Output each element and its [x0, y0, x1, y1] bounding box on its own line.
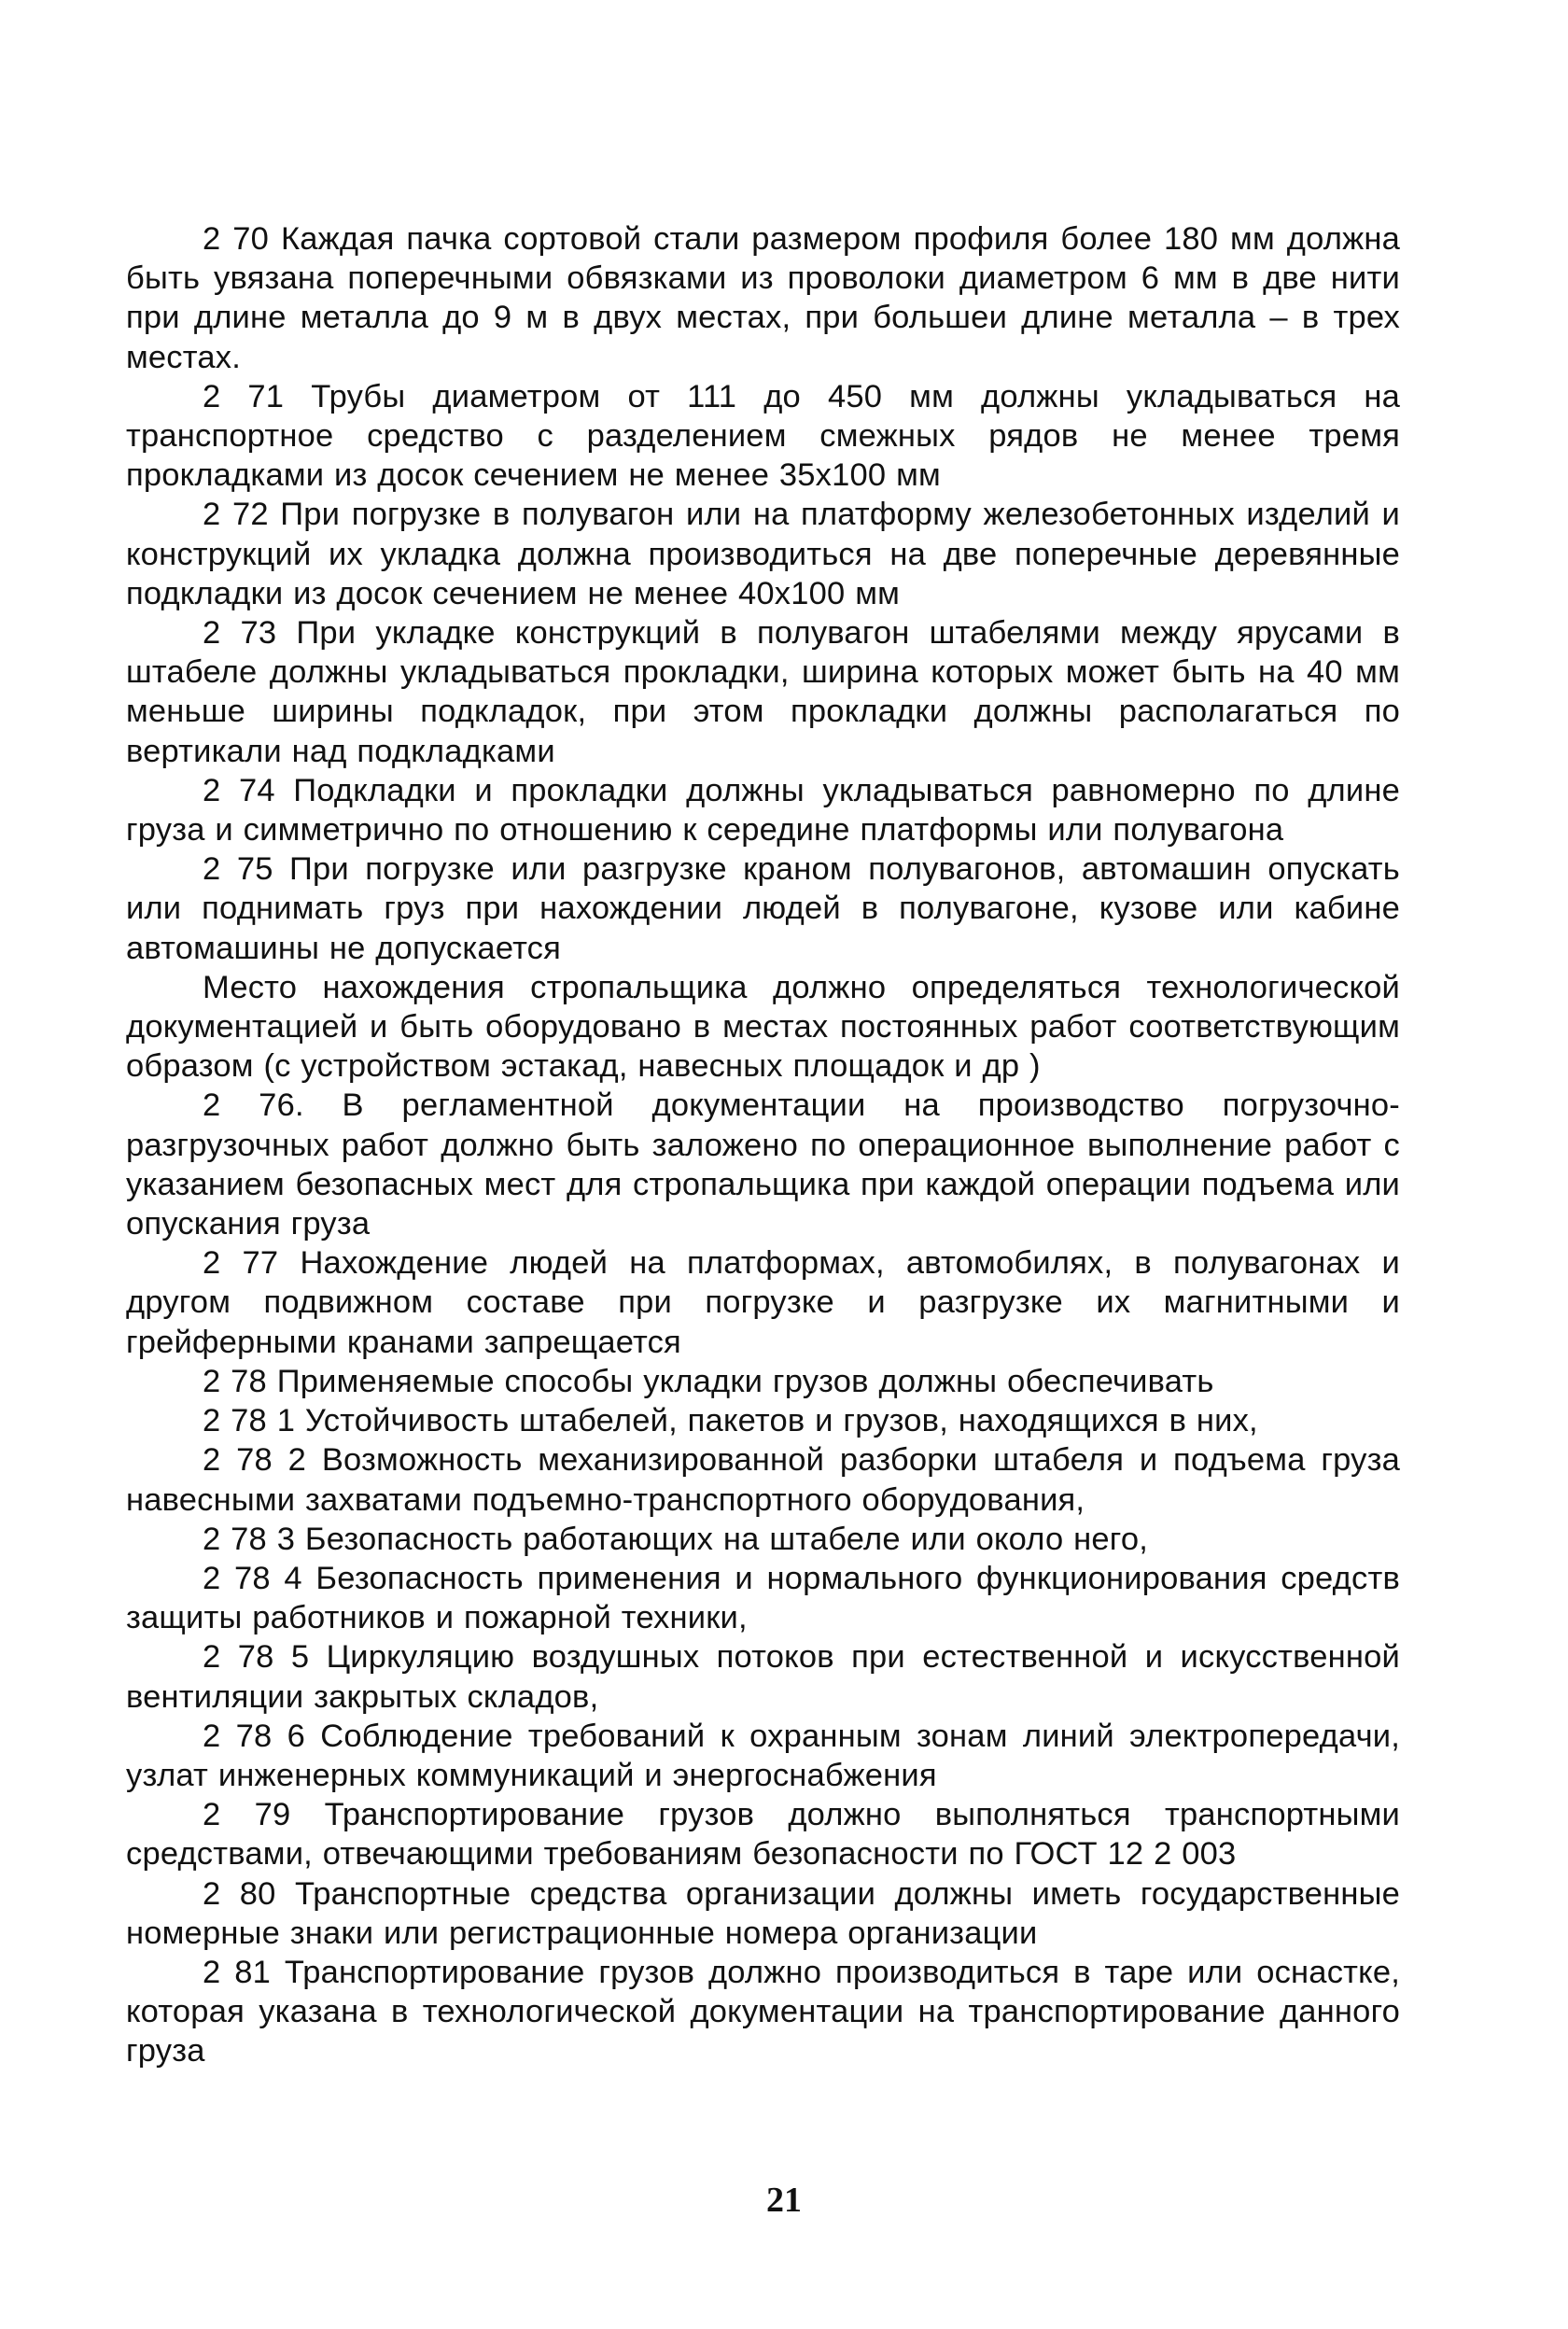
- paragraph-2-78-1: 2 78 1 Устойчивость штабелей, пакетов и грузов, находящихся в них,: [203, 1403, 1258, 1439]
- page-body: [126, 219, 1400, 2071]
- paragraph-2-77: 2 77 Нахождение людей на платформах, автомобилях, в полувагонах и другом подвижном составе при погрузке и разгрузке их магнитными и грейферными кранами запрещается: [126, 1245, 1400, 1360]
- paragraph-2-74: 2 74 Подкладки и прокладки должны укладываться равномерно по длине груза и симметрично по отношению к середине платформы или полувагона: [126, 772, 1400, 849]
- paragraph-2-81: 2 81 Транспортирование грузов должно производиться в таре или оснастке, которая указана в технологической документации на транспортирование данного груза: [126, 1954, 1400, 2069]
- paragraph-slinger-location: Место нахождения стропальщика должно определяться технологической документацией и быть оборудовано в местах постоянных работ соответствующим образом (с устройством эстакад, навесных площадок и др ): [126, 969, 1400, 1085]
- paragraph-2-75: 2 75 При погрузке или разгрузке краном полувагонов, автомашин опускать или поднимать груз при нахождении людей в полувагоне, кузове или кабине автомашины не допускается: [126, 851, 1400, 966]
- paragraph-2-78-4: 2 78 4 Безопасность применения и нормального функционирования средств защиты работников и пожарной техники,: [126, 1560, 1400, 1636]
- page-number: 21: [766, 2181, 802, 2220]
- paragraph-2-72: 2 72 При погрузке в полувагон или на платформу железобетонных изделий и конструкций их укладка должна производиться на две поперечные деревянные подкладки из досок сечением не менее 40х100 мм: [126, 497, 1400, 611]
- paragraph-2-78: 2 78 Применяемые способы укладки грузов должны обеспечивать: [203, 1363, 1214, 1399]
- paragraph-2-70: 2 70 Каждая пачка сортовой стали размером профиля более 180 мм должна быть увязана поперечными обвязками из проволоки диаметром 6 мм в две нити при длине металла до 9 м в двух местах, при большеи длине металла – в трех местах.: [126, 221, 1400, 375]
- paragraph-2-78-3: 2 78 3 Безопасность работающих на штабеле или около него,: [203, 1521, 1148, 1557]
- paragraph-2-71: 2 71 Трубы диаметром от 111 до 450 мм должны укладываться на транспортное средство с разделением смежных рядов не менее тремя прокладками из досок сечением не менее 35х100 мм: [126, 378, 1400, 494]
- paragraph-2-73: 2 73 При укладке конструкций в полувагон штабелями между ярусами в штабеле должны укладываться прокладки, ширина которых может быть на 40 мм меньше ширины подкладок, при этом прокладки должны располагаться по вертикали над подкладками: [126, 615, 1400, 769]
- paragraph-2-78-5: 2 78 5 Циркуляцию воздушных потоков при естественной и искусственной вентиляции закрытых складов,: [126, 1639, 1400, 1715]
- paragraph-2-78-2: 2 78 2 Возможность механизированной разборки штабеля и подъема груза навесными захватами подъемно-транспортного оборудования,: [126, 1442, 1400, 1518]
- paragraph-2-79: 2 79 Транспортирование грузов должно выполняться транспортными средствами, отвечающими требованиям безопасности по ГОСТ 12 2 003: [126, 1797, 1400, 1873]
- paragraph-2-76: 2 76. В регламентной документации на производство погрузочно-разгрузочных работ должно быть заложено по операционное выполнение работ с указанием безопасных мест для стропальщика при каждой операции подъема или опускания груза: [126, 1087, 1400, 1242]
- paragraph-2-80: 2 80 Транспортные средства организации должны иметь государственные номерные знаки или регистрационные номера организации: [126, 1875, 1400, 1951]
- paragraph-2-78-6: 2 78 6 Соблюдение требований к охранным зонам линий электропередачи, узлат инженерных коммуникаций и энергоснабжения: [126, 1718, 1400, 1793]
